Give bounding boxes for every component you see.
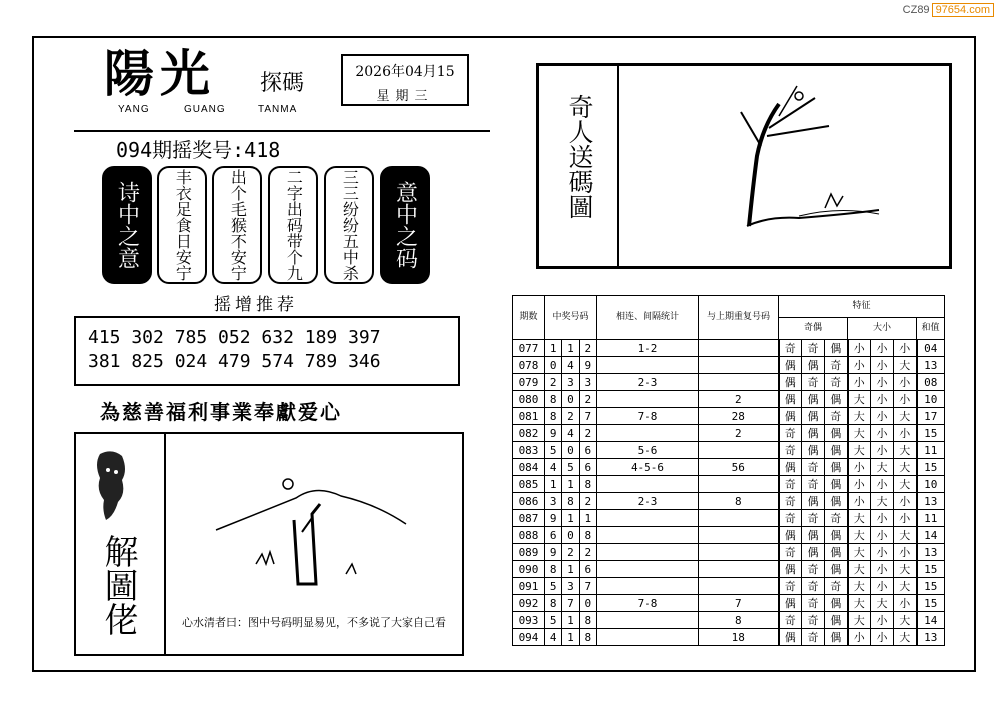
row-sum: 14 [917,612,945,629]
row-number: 1 [562,476,579,493]
table-row [513,442,945,459]
row-oddeven: 偶 [802,544,825,561]
row-bigsmall: 小 [848,374,871,391]
col-oddeven: 奇偶 [779,318,848,340]
row-period: 085 [513,476,545,493]
row-number: 8 [579,612,596,629]
row-bigsmall: 大 [894,527,917,544]
row-bigsmall: 小 [871,629,894,646]
row-repeat [699,561,779,578]
table-row [513,561,945,578]
watermark [903,3,994,17]
row-number: 0 [562,527,579,544]
row-bigsmall: 小 [894,595,917,612]
row-bigsmall: 小 [871,510,894,527]
watermark-site[interactable]: 97654.com [932,3,994,17]
poem-line-2: 出个毛猴不安宁 [212,166,262,284]
row-number: 8 [579,527,596,544]
row-oddeven: 偶 [802,357,825,374]
row-number: 9 [545,425,562,442]
row-bigsmall: 大 [894,629,917,646]
row-bigsmall: 小 [871,544,894,561]
row-bigsmall: 大 [848,391,871,408]
row-oddeven: 偶 [779,561,802,578]
poem-line-3: 二字出码带个九 [268,166,318,284]
row-repeat [699,476,779,493]
gift-box-divider [617,66,619,266]
row-oddeven: 奇 [779,612,802,629]
row-bigsmall: 大 [894,442,917,459]
date-box [341,54,469,106]
poem-right-title: 意中之码 [380,166,430,284]
charity-slogan: 為慈善福利事業奉獻爱心 [100,400,342,424]
row-oddeven: 奇 [802,459,825,476]
row-oddeven: 奇 [825,374,848,391]
row-oddeven: 偶 [825,459,848,476]
row-period: 081 [513,408,545,425]
row-repeat [699,340,779,357]
table-row [513,391,945,408]
row-repeat [699,578,779,595]
row-oddeven: 偶 [779,527,802,544]
table-row [513,612,945,629]
row-oddeven: 奇 [779,510,802,527]
row-bigsmall: 小 [871,527,894,544]
row-streak [597,612,699,629]
row-streak [597,425,699,442]
row-period: 079 [513,374,545,391]
row-number: 2 [579,391,596,408]
table-row [513,578,945,595]
puzzle-illustration [166,434,462,604]
row-number: 8 [545,561,562,578]
row-oddeven: 奇 [779,578,802,595]
col-bigsmall: 大小 [848,318,917,340]
row-streak [597,561,699,578]
row-repeat: 56 [699,459,779,476]
poem-left-title: 诗中之意 [102,166,152,284]
row-repeat [699,510,779,527]
col-streak: 相连、间隔统计 [597,296,699,340]
row-sum: 13 [917,357,945,374]
row-bigsmall: 小 [871,391,894,408]
row-number: 1 [545,476,562,493]
row-sum: 10 [917,476,945,493]
row-bigsmall: 大 [848,425,871,442]
logo-pinyin-3: TANMA [258,104,298,115]
draw-result [116,134,280,163]
row-period: 082 [513,425,545,442]
row-oddeven: 偶 [825,544,848,561]
row-streak [597,391,699,408]
row-number: 1 [562,612,579,629]
row-oddeven: 偶 [825,391,848,408]
row-repeat [699,544,779,561]
row-bigsmall: 大 [848,595,871,612]
row-number: 4 [545,629,562,646]
row-number: 8 [562,493,579,510]
row-number: 8 [579,629,596,646]
row-period: 089 [513,544,545,561]
row-oddeven: 奇 [825,510,848,527]
row-oddeven: 奇 [802,340,825,357]
table-row [513,527,945,544]
row-bigsmall: 大 [894,408,917,425]
face-illustration [94,450,128,522]
row-repeat: 28 [699,408,779,425]
row-number: 0 [579,595,596,612]
row-streak [597,476,699,493]
row-number: 3 [545,493,562,510]
row-oddeven: 奇 [779,544,802,561]
row-number: 2 [579,493,596,510]
row-oddeven: 偶 [825,612,848,629]
row-oddeven: 偶 [779,374,802,391]
row-number: 8 [545,595,562,612]
row-bigsmall: 大 [894,357,917,374]
row-sum: 13 [917,544,945,561]
row-oddeven: 奇 [802,595,825,612]
row-oddeven: 奇 [779,476,802,493]
col-period: 期数 [513,296,545,340]
poem-line-4: 三三纷纷五中杀 [324,166,374,284]
row-number: 6 [579,459,596,476]
row-streak: 4-5-6 [597,459,699,476]
row-number: 1 [562,561,579,578]
logo-title: 陽光 [104,44,216,103]
row-streak: 7-8 [597,408,699,425]
row-oddeven: 偶 [779,459,802,476]
row-oddeven: 奇 [802,476,825,493]
row-bigsmall: 小 [848,493,871,510]
row-repeat: 2 [699,391,779,408]
row-bigsmall: 大 [894,612,917,629]
row-number: 2 [562,544,579,561]
row-number: 0 [562,391,579,408]
row-bigsmall: 大 [894,476,917,493]
row-sum: 13 [917,629,945,646]
row-period: 088 [513,527,545,544]
row-oddeven: 奇 [802,612,825,629]
row-number: 4 [545,459,562,476]
table-row [513,340,945,357]
row-sum: 15 [917,459,945,476]
row-streak: 1-2 [597,340,699,357]
row-number: 8 [579,476,596,493]
row-number: 6 [545,527,562,544]
col-numbers: 中奖号码 [545,296,597,340]
table-row [513,459,945,476]
row-bigsmall: 大 [848,578,871,595]
row-bigsmall: 小 [871,374,894,391]
row-period: 077 [513,340,545,357]
row-bigsmall: 小 [871,357,894,374]
row-number: 9 [545,510,562,527]
row-oddeven: 偶 [802,408,825,425]
row-oddeven: 奇 [825,578,848,595]
row-sum: 15 [917,561,945,578]
row-number: 1 [562,629,579,646]
row-oddeven: 偶 [825,561,848,578]
row-number: 0 [562,442,579,459]
row-oddeven: 偶 [825,425,848,442]
row-number: 2 [579,425,596,442]
row-number: 3 [562,374,579,391]
row-streak [597,510,699,527]
row-bigsmall: 小 [871,578,894,595]
row-oddeven: 偶 [779,391,802,408]
row-bigsmall: 大 [894,578,917,595]
row-number: 0 [545,357,562,374]
row-oddeven: 偶 [802,527,825,544]
row-bigsmall: 大 [848,561,871,578]
row-streak [597,629,699,646]
row-oddeven: 偶 [825,527,848,544]
row-oddeven: 偶 [779,357,802,374]
watermark-code: CZ89 [902,4,930,16]
row-oddeven: 偶 [825,595,848,612]
logo-pinyin-2: GUANG [184,104,226,115]
table-row [513,544,945,561]
row-oddeven: 奇 [779,425,802,442]
row-oddeven: 奇 [825,408,848,425]
row-period: 078 [513,357,545,374]
row-bigsmall: 大 [848,442,871,459]
history-table [512,295,945,646]
row-sum: 11 [917,510,945,527]
row-bigsmall: 大 [848,612,871,629]
row-number: 5 [562,459,579,476]
row-number: 6 [579,442,596,459]
row-bigsmall: 大 [894,561,917,578]
row-number: 7 [579,408,596,425]
row-streak: 2-3 [597,493,699,510]
row-bigsmall: 大 [848,510,871,527]
row-oddeven: 偶 [779,629,802,646]
row-sum: 11 [917,442,945,459]
row-oddeven: 偶 [802,425,825,442]
table-row [513,510,945,527]
row-oddeven: 奇 [779,442,802,459]
row-sum: 14 [917,527,945,544]
row-number: 2 [579,340,596,357]
row-number: 7 [562,595,579,612]
row-oddeven: 奇 [779,493,802,510]
row-oddeven: 奇 [802,510,825,527]
row-streak: 7-8 [597,595,699,612]
row-repeat: 7 [699,595,779,612]
tree-illustration [629,76,939,262]
row-number: 4 [562,425,579,442]
col-repeat: 与上期重复号码 [699,296,779,340]
row-oddeven: 偶 [825,476,848,493]
row-streak [597,527,699,544]
row-oddeven: 偶 [779,595,802,612]
row-repeat: 8 [699,493,779,510]
row-number: 1 [579,510,596,527]
row-oddeven: 偶 [825,340,848,357]
row-number: 7 [579,578,596,595]
row-number: 3 [562,578,579,595]
row-sum: 17 [917,408,945,425]
row-number: 1 [562,340,579,357]
row-number: 1 [545,340,562,357]
row-sum: 08 [917,374,945,391]
row-oddeven: 奇 [825,357,848,374]
row-number: 9 [579,357,596,374]
row-number: 4 [562,357,579,374]
table-row [513,425,945,442]
row-number: 2 [545,374,562,391]
row-period: 093 [513,612,545,629]
date-text: 2026年04月15 [355,64,455,80]
row-bigsmall: 大 [871,493,894,510]
table-row [513,476,945,493]
row-oddeven: 偶 [825,629,848,646]
row-streak [597,578,699,595]
row-bigsmall: 小 [894,544,917,561]
row-bigsmall: 大 [848,544,871,561]
row-streak: 5-6 [597,442,699,459]
weekday-text: 星期三 [376,89,434,104]
row-period: 080 [513,391,545,408]
row-repeat [699,442,779,459]
table-row [513,493,945,510]
row-bigsmall: 小 [848,476,871,493]
row-bigsmall: 小 [848,357,871,374]
table-row [513,374,945,391]
row-bigsmall: 小 [894,425,917,442]
row-repeat: 18 [699,629,779,646]
puzzle-note: 心水清者曰：图中号码明显易见，不多说了大家自己看 [182,616,446,629]
row-bigsmall: 大 [848,527,871,544]
row-number: 5 [545,442,562,459]
row-sum: 15 [917,425,945,442]
row-number: 2 [579,544,596,561]
col-features: 特征 [779,296,945,318]
row-period: 091 [513,578,545,595]
table-row [513,408,945,425]
row-period: 086 [513,493,545,510]
row-repeat [699,374,779,391]
row-number: 3 [579,374,596,391]
row-oddeven: 奇 [802,629,825,646]
row-streak: 2-3 [597,374,699,391]
row-repeat: 2 [699,425,779,442]
row-number: 8 [545,391,562,408]
row-oddeven: 奇 [802,561,825,578]
row-repeat: 8 [699,612,779,629]
row-repeat [699,527,779,544]
row-oddeven: 偶 [802,442,825,459]
row-number: 8 [545,408,562,425]
puzzle-title: 解圖佬 [98,534,138,636]
row-bigsmall: 小 [894,391,917,408]
row-bigsmall: 小 [871,425,894,442]
row-oddeven: 偶 [802,493,825,510]
row-bigsmall: 小 [871,408,894,425]
row-number: 1 [562,510,579,527]
logo-subtitle: 探碼 [260,71,305,96]
row-bigsmall: 小 [871,442,894,459]
draw-label: 094期摇奖号: [116,138,245,162]
row-sum: 15 [917,578,945,595]
history-table-body [513,340,945,646]
row-oddeven: 奇 [802,374,825,391]
row-oddeven: 奇 [802,578,825,595]
gift-box [536,63,952,269]
row-bigsmall: 小 [894,510,917,527]
row-number: 2 [562,408,579,425]
row-bigsmall: 小 [894,374,917,391]
row-bigsmall: 小 [894,493,917,510]
row-bigsmall: 小 [871,561,894,578]
row-streak [597,544,699,561]
header-divider [74,130,490,132]
row-period: 084 [513,459,545,476]
row-number: 5 [545,578,562,595]
row-period: 087 [513,510,545,527]
row-bigsmall: 小 [871,612,894,629]
row-bigsmall: 小 [848,459,871,476]
row-oddeven: 偶 [802,391,825,408]
row-oddeven: 偶 [779,408,802,425]
row-repeat [699,357,779,374]
row-sum: 10 [917,391,945,408]
row-bigsmall: 小 [894,340,917,357]
row-period: 090 [513,561,545,578]
puzzle-picture-frame [164,432,464,656]
recommend-row-1: 415 302 785 052 632 189 397 [88,327,381,348]
row-sum: 15 [917,595,945,612]
row-bigsmall: 小 [871,340,894,357]
row-period: 092 [513,595,545,612]
row-oddeven: 偶 [825,493,848,510]
recommend-row-2: 381 825 024 479 574 789 346 [88,351,381,372]
gift-box-title: 奇人送碼圖 [565,94,594,219]
row-oddeven: 奇 [779,340,802,357]
row-bigsmall: 大 [871,595,894,612]
recommend-box [74,316,460,386]
row-bigsmall: 小 [871,476,894,493]
col-sum: 和值 [917,318,945,340]
row-bigsmall: 小 [848,629,871,646]
row-oddeven: 偶 [825,442,848,459]
poem-line-1: 丰衣足食日安宁 [157,166,207,284]
row-bigsmall: 大 [871,459,894,476]
row-bigsmall: 大 [894,459,917,476]
row-sum: 04 [917,340,945,357]
row-number: 9 [545,544,562,561]
row-period: 094 [513,629,545,646]
table-row [513,629,945,646]
row-sum: 13 [917,493,945,510]
row-number: 6 [579,561,596,578]
row-number: 5 [545,612,562,629]
puzzle-box [74,432,464,656]
table-row [513,595,945,612]
row-streak [597,357,699,374]
logo-pinyin-1: YANG [118,104,150,115]
recommend-title: 摇增推荐 [214,295,298,315]
row-bigsmall: 大 [848,408,871,425]
row-period: 083 [513,442,545,459]
table-row [513,357,945,374]
draw-number: 418 [244,138,281,162]
row-bigsmall: 小 [848,340,871,357]
